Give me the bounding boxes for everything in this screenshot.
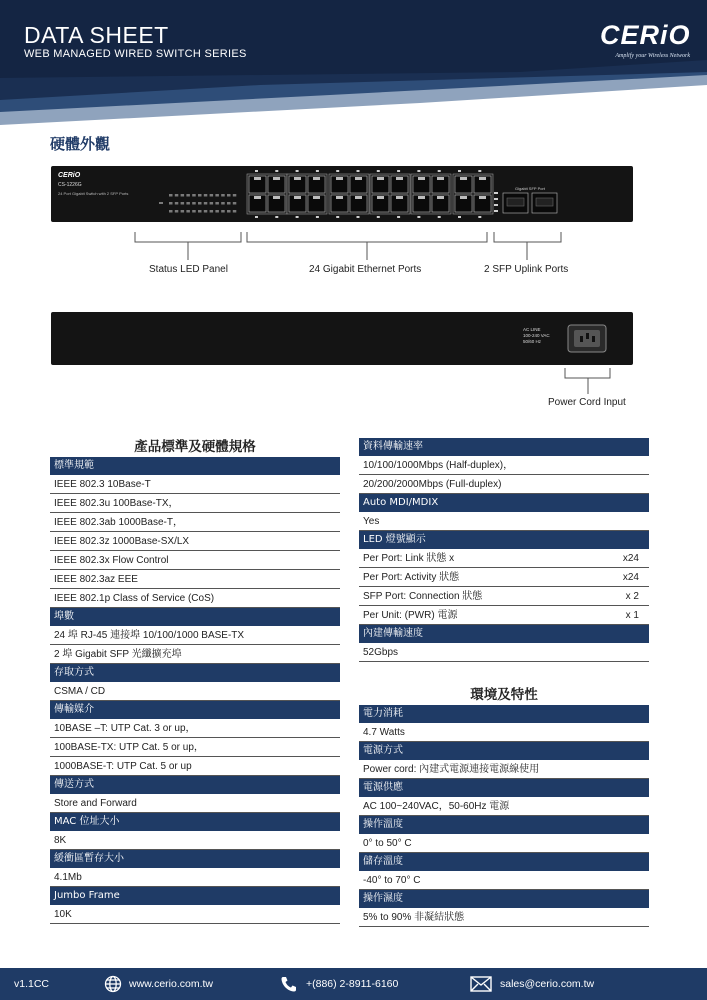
environment-spec-row (359, 871, 649, 890)
hardware-section-title: MAC 位址大小 (50, 813, 340, 831)
hardware-spec-value: 4.1Mb (54, 872, 82, 883)
hardware-spec-value: 24 埠 RJ-45 連接埠 10/100/1000 BASE-TX (54, 630, 245, 641)
hardware-spec-value: 100BASE-TX: UTP Cat. 5 or up， (54, 742, 204, 753)
hardware-section-title: Jumbo Frame (50, 887, 340, 905)
power-cord-input-label: Power Cord Input (548, 397, 626, 408)
port-clip (479, 196, 486, 199)
port-led (275, 170, 278, 172)
hardware-spec-value: 1000BASE-T: UTP Cat. 5 or up (54, 761, 192, 772)
hardware-section-title: 傳送方式 (50, 776, 340, 794)
hardware-spec-row (50, 551, 340, 570)
status-led (198, 210, 202, 213)
hardware-spec-value: 10BASE –T: UTP Cat. 3 or up， (54, 723, 196, 734)
port-clip (377, 196, 384, 199)
hardware-spec-row (50, 794, 340, 813)
series-subtitle: WEB MANAGED WIRED SWITCH SERIES (24, 48, 247, 60)
port-clip (460, 177, 467, 180)
environment-spec-value: Power cord: 內建式電源連接電源線使用 (363, 764, 540, 775)
header-background (0, 0, 707, 125)
port-clip (294, 196, 301, 199)
port-clip (418, 196, 425, 199)
status-led (175, 210, 179, 213)
sfp-uplink-label: 2 SFP Uplink Ports (484, 264, 569, 275)
status-led (175, 194, 179, 197)
hardware-spec-row (50, 570, 340, 589)
front-logo: CERiO (58, 172, 81, 179)
environment-section-title: 操作溫度 (359, 816, 649, 834)
status-led (233, 202, 237, 205)
footer-bar (0, 968, 707, 1000)
port-led (316, 170, 319, 172)
data-spec-row (359, 587, 649, 606)
hardware-spec-row (50, 626, 340, 645)
website-link[interactable]: www.cerio.com.tw (129, 978, 214, 990)
phone-icon (280, 975, 298, 993)
phone-number: +(886) 2-8911-6160 (306, 978, 399, 990)
hardware-spec-row (50, 831, 340, 850)
port-clip (460, 196, 467, 199)
port-led (478, 170, 481, 172)
status-led-panel-label: Status LED Panel (149, 264, 228, 275)
globe-icon (104, 975, 122, 993)
port-led (357, 216, 360, 218)
port-led (255, 170, 258, 172)
environment-spec-value: 4.7 Watts (363, 727, 405, 738)
power-led (159, 202, 163, 204)
port-led (296, 170, 299, 172)
port-clip (355, 196, 362, 199)
status-led (233, 210, 237, 213)
port-led (357, 170, 360, 172)
status-led (204, 194, 208, 197)
port-clip (396, 177, 403, 180)
switch-rear-panel (51, 312, 633, 365)
data-section-title: 內建傳輸速度 (359, 625, 649, 643)
data-spec-value: SFP Port: Connection 狀態 (363, 591, 483, 602)
status-led (192, 194, 196, 197)
data-spec-row (359, 549, 649, 568)
hardware-spec-value: IEEE 802.3ab 1000Base-T， (54, 517, 183, 528)
environment-section-title: 儲存溫度 (359, 853, 649, 871)
environment-spec-value: AC 100~240VAC，50-60Hz 電源 (363, 801, 510, 812)
hardware-spec-value: IEEE 802.3az EEE (54, 574, 138, 585)
status-led (210, 210, 214, 213)
status-led (181, 202, 185, 205)
hardware-spec-row (50, 738, 340, 757)
hardware-spec-row (50, 475, 340, 494)
port-led (377, 170, 380, 172)
hardware-section-title: 緩衝區暫存大小 (50, 850, 340, 868)
cerio-logo: CERiO (600, 20, 691, 50)
port-clip (254, 196, 261, 199)
hardware-spec-heading: 產品標準及硬體規格 (134, 439, 256, 455)
data-spec-column (359, 438, 649, 662)
port-clip (396, 196, 403, 199)
data-spec-value: Per Port: Link 狀態 x (363, 553, 455, 564)
port-led (336, 170, 339, 172)
environment-section-title: 電源方式 (359, 742, 649, 760)
data-spec-row (359, 606, 649, 625)
port-clip (437, 196, 444, 199)
port-led (296, 216, 299, 218)
data-spec-value: Per Unit: (PWR) 電源 (363, 610, 458, 621)
port-clip (336, 177, 343, 180)
hardware-spec-value: IEEE 802.1p Class of Service (CoS) (54, 593, 215, 604)
port-led (336, 216, 339, 218)
data-spec-value: Yes (363, 516, 380, 527)
port-led (397, 216, 400, 218)
status-led (215, 194, 219, 197)
status-led (204, 202, 208, 205)
sfp-cage (536, 198, 553, 206)
sfp-cage (507, 198, 524, 206)
hardware-section-title: 標準規範 (50, 457, 340, 475)
port-led (438, 216, 441, 218)
data-spec-row (359, 512, 649, 531)
environment-spec-row (359, 797, 649, 816)
port-clip (294, 177, 301, 180)
front-model: CS-1226G (58, 182, 82, 188)
hardware-spec-value: IEEE 802.3z 1000Base-SX/LX (54, 536, 190, 547)
status-led (221, 194, 225, 197)
hardware-spec-row (50, 589, 340, 608)
data-led-count: x 1 (625, 610, 639, 621)
hardware-spec-row (50, 719, 340, 738)
hardware-spec-value: IEEE 802.3 10Base-T (54, 479, 151, 490)
environment-spec-value: 0° to 50° C (363, 838, 412, 849)
status-led (169, 210, 173, 213)
port-clip (313, 196, 320, 199)
hardware-spec-column (50, 438, 340, 924)
environment-spec-row (359, 723, 649, 742)
port-led (478, 216, 481, 218)
hardware-spec-value: IEEE 802.3u 100Base-TX， (54, 498, 179, 509)
environment-spec-value: 5% to 90% 非凝結狀態 (363, 912, 465, 923)
status-led (221, 210, 225, 213)
hardware-spec-row (50, 513, 340, 532)
ac-voltage-text: 100-240 VAC (523, 333, 550, 338)
status-led (215, 210, 219, 213)
hardware-appearance-title: 硬體外觀 (50, 135, 111, 153)
status-led (198, 202, 202, 205)
hardware-spec-value: Store and Forward (54, 798, 137, 809)
sfp-port-label: Gigabit SFP Port (515, 186, 545, 191)
port-clip (313, 177, 320, 180)
hardware-spec-row (50, 494, 340, 513)
data-spec-value: Per Port: Activity 狀態 (363, 572, 460, 583)
hardware-section-title: 存取方式 (50, 664, 340, 682)
sfp-led (494, 192, 498, 194)
front-panel-graphic (51, 166, 633, 222)
port-clip (418, 177, 425, 180)
data-section-title: 資料傳輸速率 (359, 438, 649, 456)
sfp-led (494, 198, 498, 200)
port-led (255, 216, 258, 218)
hardware-spec-row (50, 757, 340, 776)
port-led (438, 170, 441, 172)
status-led (227, 194, 231, 197)
status-led (192, 210, 196, 213)
rear-callout-lines (0, 366, 707, 396)
data-spec-row (359, 475, 649, 494)
status-led (169, 194, 173, 197)
status-led (221, 202, 225, 205)
status-led (186, 210, 190, 213)
datasheet-title: DATA SHEET (24, 22, 169, 48)
port-clip (273, 196, 280, 199)
port-clip (254, 177, 261, 180)
port-led (316, 216, 319, 218)
data-led-count: x24 (622, 572, 639, 583)
status-led (169, 202, 173, 205)
environment-spec-column (359, 686, 649, 927)
data-led-count: x24 (622, 553, 639, 564)
status-led (186, 194, 190, 197)
port-led (458, 216, 461, 218)
sfp-led (494, 210, 498, 212)
version-label: v1.1CC (14, 978, 50, 990)
environment-spec-row (359, 760, 649, 779)
status-led (198, 194, 202, 197)
status-led (210, 194, 214, 197)
port-clip (479, 177, 486, 180)
port-led (275, 216, 278, 218)
hardware-spec-row (50, 868, 340, 887)
environment-section-title: 電源供應 (359, 779, 649, 797)
switch-front-panel (51, 166, 633, 222)
ac-frequency-text: 50/60 Hz (523, 339, 542, 344)
hardware-spec-value: IEEE 802.3x Flow Control (54, 555, 169, 566)
sfp-led (494, 204, 498, 206)
environment-section-title: 操作濕度 (359, 890, 649, 908)
port-clip (377, 177, 384, 180)
status-led (181, 210, 185, 213)
port-clip (336, 196, 343, 199)
data-spec-row (359, 643, 649, 662)
hardware-spec-value: 2 埠 Gigabit SFP 光纖擴充埠 (54, 649, 182, 660)
status-led (227, 202, 231, 205)
port-clip (273, 177, 280, 180)
hardware-section-title: 傳輸媒介 (50, 701, 340, 719)
status-led (175, 202, 179, 205)
status-led (210, 202, 214, 205)
status-led (181, 194, 185, 197)
port-led (458, 170, 461, 172)
front-description: 24 Port Gigabit Switch with 2 SFP Ports (58, 191, 129, 196)
status-led (192, 202, 196, 205)
hardware-spec-value: CSMA / CD (54, 686, 106, 697)
data-spec-row (359, 568, 649, 587)
hardware-section-title: 埠數 (50, 608, 340, 626)
header-banner (0, 0, 707, 125)
hardware-spec-row (50, 905, 340, 924)
environment-spec-row (359, 908, 649, 927)
port-clip (355, 177, 362, 180)
environment-heading: 環境及特性 (470, 687, 538, 703)
status-led (186, 202, 190, 205)
data-section-title: Auto MDI/MDIX (359, 494, 649, 512)
data-spec-row (359, 456, 649, 475)
port-led (377, 216, 380, 218)
logo-tagline: Amplify your Wireless Network (615, 53, 690, 59)
status-led (233, 194, 237, 197)
data-spec-value: 20/200/2000Mbps (Full-duplex) (363, 479, 502, 490)
port-clip (437, 177, 444, 180)
hardware-spec-row (50, 645, 340, 664)
power-socket-icon (51, 312, 633, 365)
status-led (227, 210, 231, 213)
hardware-spec-value: 10K (54, 909, 72, 920)
hardware-spec-row (50, 532, 340, 551)
email-icon (470, 975, 492, 993)
data-led-count: x 2 (625, 591, 639, 602)
status-led (204, 210, 208, 213)
environment-spec-value: -40° to 70° C (363, 875, 421, 886)
email-link[interactable]: sales@cerio.com.tw (500, 978, 595, 990)
port-led (417, 170, 420, 172)
hardware-spec-value: 8K (54, 835, 67, 846)
hardware-spec-row (50, 682, 340, 701)
data-spec-value: 10/100/1000Mbps (Half-duplex)， (363, 460, 514, 471)
port-led (417, 216, 420, 218)
environment-spec-row (359, 834, 649, 853)
data-section-title: LED 燈號顯示 (359, 531, 649, 549)
data-spec-value: 52Gbps (363, 647, 399, 658)
environment-section-title: 電力消耗 (359, 705, 649, 723)
ethernet-ports-label: 24 Gigabit Ethernet Ports (309, 264, 422, 275)
port-led (397, 170, 400, 172)
ac-line-text: AC LINE (523, 327, 541, 332)
status-led (215, 202, 219, 205)
